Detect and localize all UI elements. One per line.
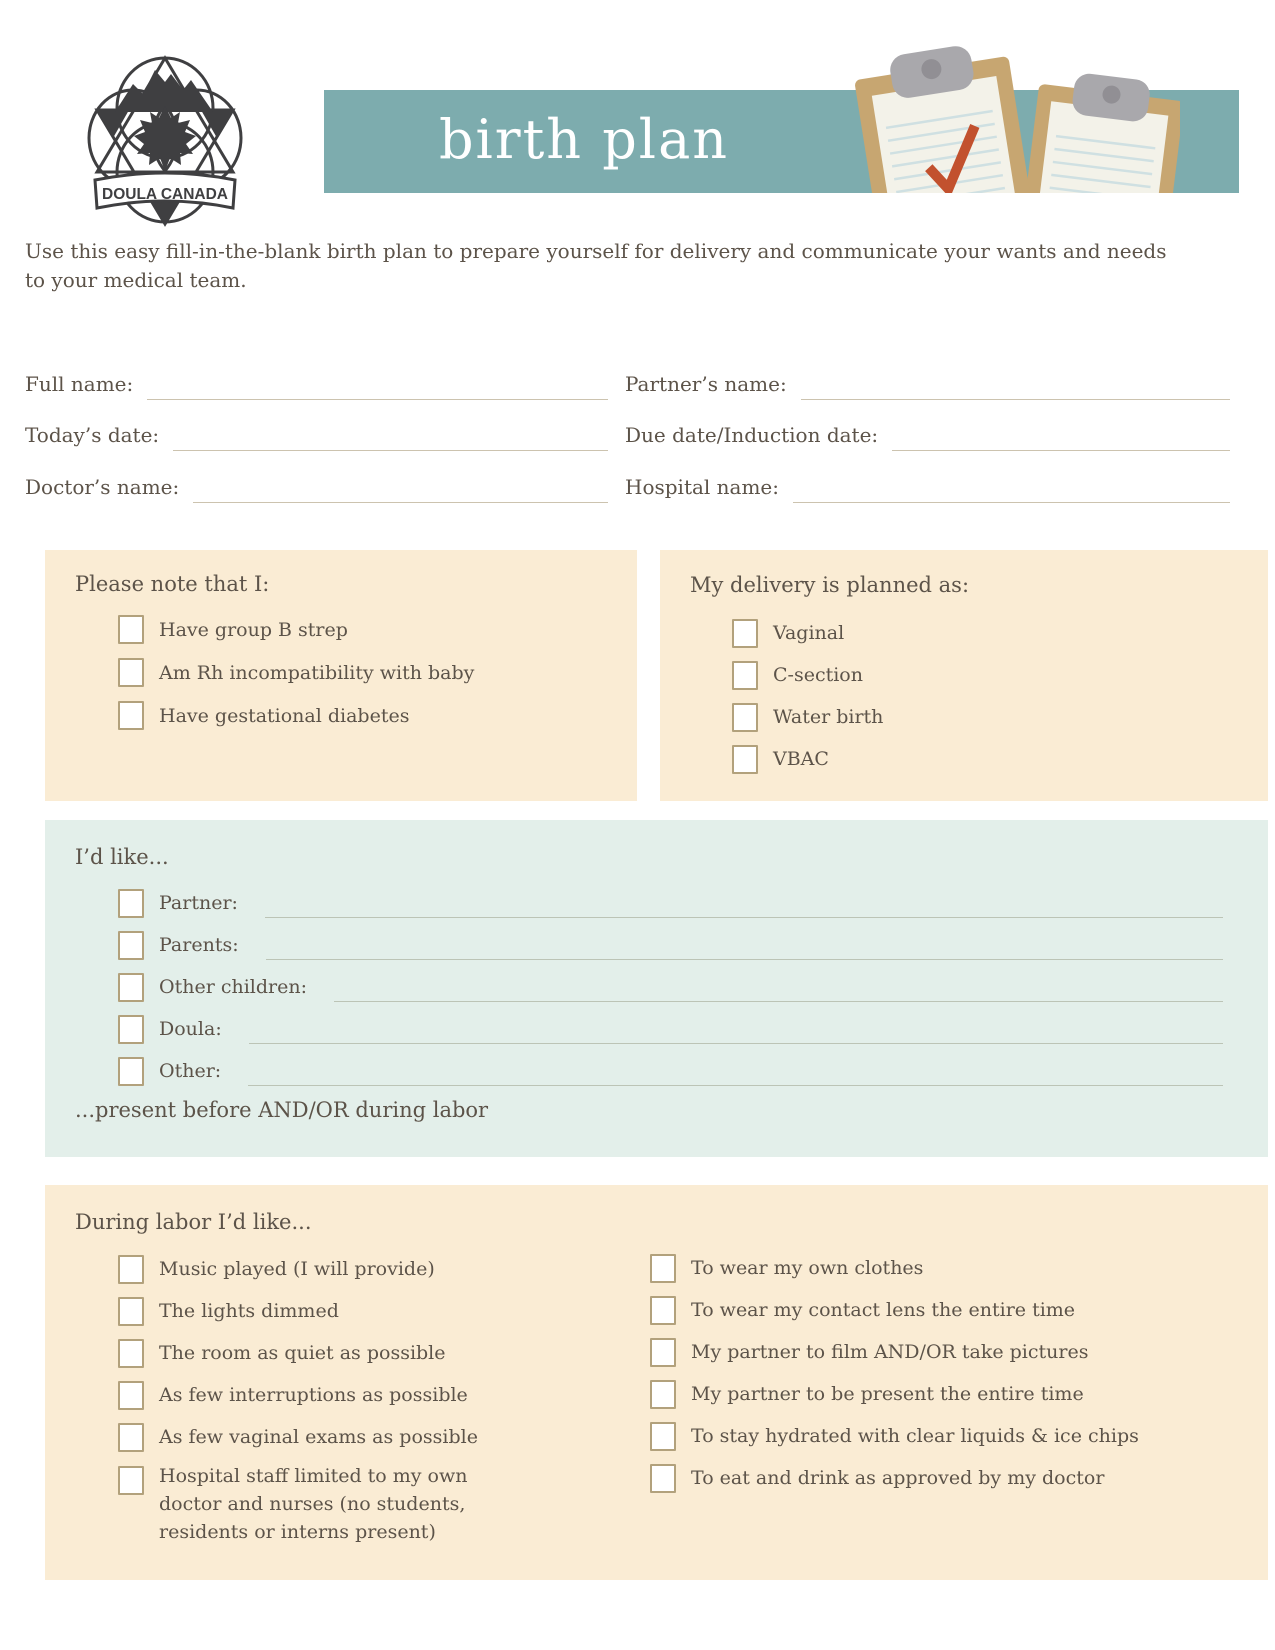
todays-date-input[interactable]	[173, 436, 608, 451]
option-few-vaginal-exams	[118, 1416, 588, 1458]
doctors-name-label: Doctor’s name:	[25, 475, 180, 499]
checkbox[interactable]	[118, 1297, 144, 1326]
checkbox[interactable]	[732, 745, 758, 774]
option-label: Vaginal	[773, 622, 845, 644]
during-labor-heading: During labor I’d like...	[75, 1210, 312, 1234]
parents-input-line[interactable]	[266, 947, 1223, 960]
option-label: My partner to be present the entire time	[691, 1383, 1084, 1405]
option-limited-hospital-staff	[118, 1458, 588, 1550]
todays-date-field	[25, 423, 608, 453]
option-label: Am Rh incompatibility with baby	[159, 661, 475, 684]
option-lights-dimmed	[118, 1290, 588, 1332]
checkbox[interactable]	[118, 973, 144, 1002]
id-like-heading: I’d like...	[75, 845, 169, 869]
option-label: Parents:	[159, 934, 239, 956]
option-vbac	[732, 738, 1232, 780]
todays-date-label: Today’s date:	[25, 423, 160, 447]
option-label: Partner:	[159, 892, 238, 914]
option-label: As few interruptions as possible	[159, 1384, 468, 1406]
checkbox[interactable]	[650, 1338, 676, 1367]
option-c-section	[732, 654, 1232, 696]
page-title: birth plan	[438, 107, 730, 171]
due-date-input[interactable]	[892, 436, 1230, 451]
doctors-name-field	[25, 475, 608, 505]
option-vaginal	[732, 612, 1232, 654]
option-label: To eat and drink as approved by my doctor	[691, 1467, 1105, 1489]
full-name-label: Full name:	[25, 372, 134, 396]
option-music-played	[118, 1248, 588, 1290]
logo-banner-ribbon	[95, 173, 235, 208]
checkbox[interactable]	[118, 1339, 144, 1368]
option-label: Doula:	[159, 1018, 222, 1040]
option-other	[118, 1050, 1223, 1092]
other-children-input-line[interactable]	[334, 989, 1223, 1002]
clipboards-icon	[830, 40, 1180, 193]
option-label: The lights dimmed	[159, 1300, 339, 1322]
checkbox[interactable]	[118, 615, 144, 644]
option-water-birth	[732, 696, 1232, 738]
partner-input-line[interactable]	[265, 905, 1223, 918]
option-group-b-strep	[118, 608, 598, 651]
hospital-name-field	[625, 475, 1230, 505]
logo-banner-text: DOULA CANADA	[102, 186, 229, 203]
checkbox[interactable]	[118, 1423, 144, 1452]
option-label: Other:	[159, 1060, 222, 1082]
option-label: My partner to film AND/OR take pictures	[691, 1341, 1089, 1363]
checkbox[interactable]	[650, 1464, 676, 1493]
id-like-list	[118, 882, 1223, 1092]
option-partner-film	[650, 1331, 1230, 1373]
option-label: The room as quiet as possible	[159, 1342, 446, 1364]
option-doula	[118, 1008, 1223, 1050]
intro-line-2: to your medical team.	[25, 268, 247, 292]
option-label: Have gestational diabetes	[159, 704, 410, 727]
option-contact-lens	[650, 1289, 1230, 1331]
other-input-line[interactable]	[248, 1073, 1223, 1086]
option-partner	[118, 882, 1223, 924]
checkbox[interactable]	[732, 703, 758, 732]
during-labor-column-1	[118, 1248, 588, 1550]
section-id-like	[45, 820, 1268, 1157]
id-like-footer: ...present before AND/OR during labor	[75, 1098, 489, 1122]
checkbox[interactable]	[118, 1057, 144, 1086]
option-label: To wear my contact lens the entire time	[691, 1299, 1076, 1321]
checkbox[interactable]	[732, 619, 758, 648]
partners-name-label: Partner’s name:	[625, 372, 787, 396]
option-parents	[118, 924, 1223, 966]
clipboard-left-icon	[851, 40, 1038, 193]
checkbox[interactable]	[118, 1381, 144, 1410]
option-label: Water birth	[773, 706, 884, 728]
please-note-heading: Please note that I:	[75, 572, 270, 596]
doctors-name-input[interactable]	[193, 488, 608, 503]
option-other-children	[118, 966, 1223, 1008]
checkbox[interactable]	[650, 1254, 676, 1283]
hospital-name-label: Hospital name:	[625, 475, 780, 499]
option-label: Hospital staff limited to my own doctor and nurses (no students, residents or interns present)	[159, 1465, 468, 1543]
option-partner-present	[650, 1373, 1230, 1415]
option-label: Other children:	[159, 976, 307, 998]
intro-line-1: Use this easy fill-in-the-blank birth plan to prepare yourself for delivery and communicate your wants and needs	[25, 239, 1167, 263]
partners-name-field	[625, 372, 1230, 402]
partners-name-input[interactable]	[801, 385, 1230, 400]
option-label: To wear my own clothes	[691, 1257, 924, 1279]
logo-maple-leaf	[134, 106, 196, 171]
checkbox[interactable]	[650, 1296, 676, 1325]
hospital-name-input[interactable]	[793, 488, 1230, 503]
option-quiet-room	[118, 1332, 588, 1374]
during-labor-column-2	[650, 1247, 1230, 1499]
section-please-note	[45, 550, 637, 801]
checkbox[interactable]	[650, 1422, 676, 1451]
section-delivery-planned	[660, 550, 1268, 801]
option-own-clothes	[650, 1247, 1230, 1289]
checkbox[interactable]	[118, 931, 144, 960]
intro-text	[25, 237, 1195, 295]
checkbox[interactable]	[732, 661, 758, 690]
option-eat-drink	[650, 1457, 1230, 1499]
full-name-field	[25, 372, 608, 402]
option-label: As few vaginal exams as possible	[159, 1426, 478, 1448]
option-few-interruptions	[118, 1374, 588, 1416]
option-gestational-diabetes	[118, 694, 598, 737]
checkbox[interactable]	[118, 889, 144, 918]
section-during-labor	[45, 1185, 1268, 1580]
due-date-label: Due date/Induction date:	[625, 423, 879, 447]
option-label: C-section	[773, 664, 863, 686]
checkbox[interactable]	[118, 658, 144, 687]
delivery-heading: My delivery is planned as:	[690, 573, 970, 597]
checkbox[interactable]	[118, 1015, 144, 1044]
delivery-list	[732, 612, 1232, 780]
option-clear-liquids	[650, 1415, 1230, 1457]
clipboard-right-icon	[1017, 68, 1180, 193]
option-rh-incompatibility	[118, 651, 598, 694]
checkbox[interactable]	[118, 1466, 144, 1495]
checkbox[interactable]	[118, 1255, 144, 1284]
doula-input-line[interactable]	[249, 1031, 1223, 1044]
checkbox[interactable]	[650, 1380, 676, 1409]
full-name-input[interactable]	[147, 385, 608, 400]
doula-canada-logo	[85, 50, 245, 232]
due-date-field	[625, 423, 1230, 453]
option-label: To stay hydrated with clear liquids & ice chips	[691, 1425, 1139, 1447]
please-note-list	[118, 608, 598, 737]
option-label: Have group B strep	[159, 618, 348, 641]
option-label: Music played (I will provide)	[159, 1258, 435, 1280]
option-label: VBAC	[773, 748, 829, 770]
checkbox[interactable]	[118, 701, 144, 730]
